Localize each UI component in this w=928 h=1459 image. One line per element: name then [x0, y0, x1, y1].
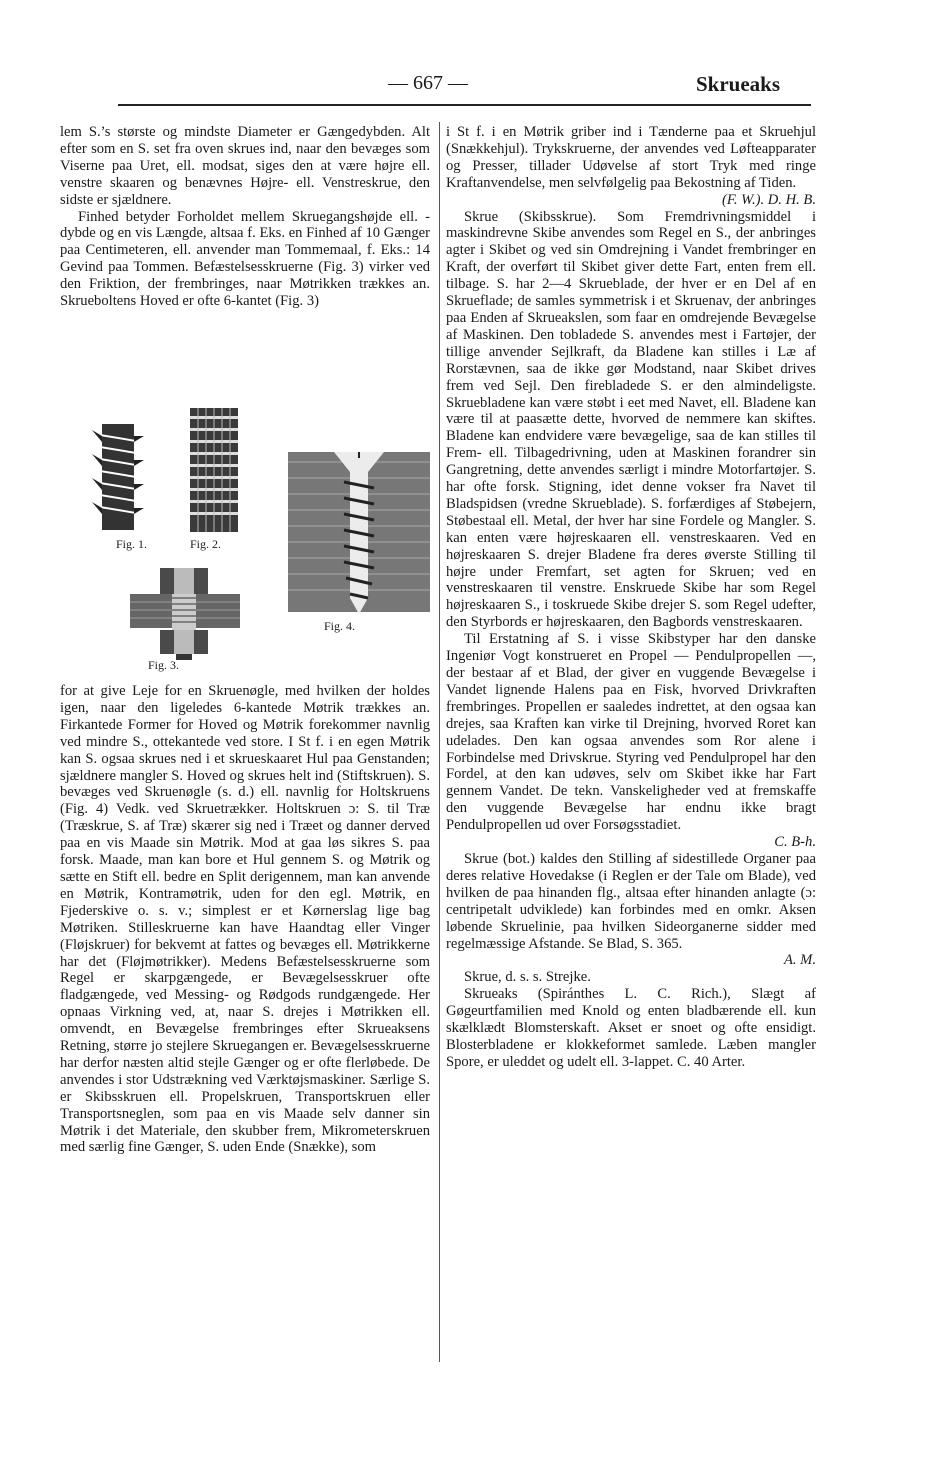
signature: C. B-h.: [774, 834, 816, 851]
column-divider: [439, 122, 440, 1362]
figure-area: [60, 400, 430, 682]
left-column-bottom: [60, 683, 430, 1156]
page-number: — 667 —: [388, 72, 468, 94]
fig4-caption: Fig. 4.: [324, 619, 356, 633]
signature: (F. W.). D. H. B.: [721, 191, 816, 208]
paragraph: Finhed betyder Forholdet mellem Skruegangshøjde ell. -dybde og en vis Længde, altsaa f. Eks. en Finhed af 10 Gænger paa Centimeteren, ell. anvender man Tommemaal, f. Eks.: 14 Gevind paa Tommen. Befæstelsesskruerne (Fig. 3) virker ved den Friktion, der frembringes, naar Møtrikken trækkes an. Skrueboltens Hoved er ofte 6-kantet (Fig. 3): [60, 208, 430, 310]
entry-skrue-strejke: Skrue, d. s. s. Strejke.: [464, 969, 591, 986]
paragraph: for at give Leje for en Skruenøgle, med hvilken der holdes igen, naar den ligeledes 6-kantede Møtrik trækkes an. Firkantede Former for Hoved og Møtrik forekommer navnlig ved mindre S., ottekantede ved store. I St f. i en egen Møtrik kan S. ogsaa skrues ned i et skrueskaaret Hul paa Genstanden; sjældnere mangler S. Hoved og skrues helt ind (Stiftskruen). S. bevæges ved Skruenøgle (s. d.) ell. navnlig for Holtskruens (Fig. 4) Vedk. ved Skruetrækker. Holtskruen ɔ: S. til Træ (Træskrue, S. af Træ) skærer sig ned i Træet og danner derved paa en vis Maade sin Møtrik. Mod at gaa løs sikres S. paa forsk. Maade, man kan bore et Hul gennem S. og Møtrik og sætte en Stift ell. bedre en Split derigennem, man kan anvende en Møtrik, Kontramøtrik, uden for den egl. Møtrik, en Fjederskive o. s. v.; simplest er et Kørnerslag lige bag Møtriken. Stilleskruerne kan have Haandtag eller Vinger (Fløjskruer) for bekvemt at fattes og bevæges ell. Møtrikkerne har det (Fløjmøtrikker). Medens Befæstelsesskruerne som Regel er skarpgængede, er Bevægelsesskruer ofte fladgængede, ved Messing- og Rødgods rundgængede. Her opnaas Virkning ved, at, naar S. drejes i Møtrikken ell. omvendt, en Bevægelse frembringes efter Skrueaksens Retning, større jo stejlere Skruegangen er. Bevægelsesskruerne har derfor næsten altid stejle Gænger og er ofte flerløbede. De anvendes i stor Udstrækning ved Værktøjsmaskiner. Særlige S. er Skibsskruen ell. Propelskruen, Transportskruen eller Transportsneglen, som paa en vis Maade selv danner sin Møtrik i det Materiale, den skubber frem, Mikrometerskruen med særlig fine Gænger, S. uden Ende (Snække), som: [60, 683, 430, 1156]
signature: A. M.: [783, 952, 816, 969]
fig1-caption: Fig. 1.: [116, 537, 148, 551]
fig3-bolt-illustration: [130, 568, 240, 660]
left-column-top: [60, 124, 430, 310]
fig2-screw-illustration: [180, 406, 248, 534]
fig2-caption: Fig. 2.: [190, 537, 222, 551]
entry-skrueaks: Skrueaks (Spiránthes L. C. Rich.), Slægt af Gøgeurtfamilien med Knold og enten bladbærende ell. kun skælklædt Blomsterskaft. Akset er snoet og ofte ensidigt. Blosterbladene er klokkeformet samlede. Læben mangler Spore, er uleddet og udelt ell. 3-lappet. C. 40 Arter.: [446, 986, 816, 1070]
right-column: [446, 124, 816, 1071]
entry-skrue-bot: Skrue (bot.) kaldes den Stilling af sidestillede Organer paa deres relative Hovedakse (i Reglen er der Tale om Blade), ved hvilken de paa hinanden flg., altsaa efter hinanden anlagte (ɔ: centripetalt udviklede) kan forbindes med en omkr. Aksen løbende Skruelinie, paa hvilken Sideorganerne sidder med regelmæssige Afstande. Se Blad, S. 365.: [446, 850, 816, 952]
entry-skrue-skib: Skrue (Skibsskrue). Som Fremdrivningsmiddel i maskindrevne Skibe anvendes som Regel en S., der anbringes agter i Skibet og ved sin Omdrejning i Vandet frembringer en Kraft, der overført til Skibet giver dette Fart, enten frem ell. tilbage. S. har 2—4 Skrueblade, der hver er en Del af en Skrueflade; de samles symmetrisk i et Skruenav, der anbringes paa Enden af Skrueakslen, som faar en omdrejende Bevægelse af Maskinen. Den tobladede S. anvendes mest i Fartøjer, der tillige anvender Sejlkraft, da Bladene kan stilles i Læ af Rorstævnen, saa de ikke gør Modstand, naar Skibet drives frem ved Sejl. Den firebladede S. er den almindeligste. Skruebladene kan være støbt i eet med Navet, ell. Bladene kan være til at paasætte dette, hvorved de nemmere kan skiftes. Bladene kan endvidere være bevægelige, saa de kan stilles til Frem- ell. Tilbagedrivning, uden at Maskinen forandrer sin Gangretning, dette anvendes særligt i mindre Motorfartøjer. S. har ofte forsk. Stigning, idet denne vokser fra Navet til Bladspidsen (vredne Skrueblade). S. forfærdiges af Støbejern, Støbestaal ell. Metal, der hver har sine Fordele og Mangler. S. kan enten være højreskaaren ell. venstreskaaren. Ved en højreskaaren S. drejer Bladene fra deres øverste Stilling til højre under Fremfart, set agten for Skruen; ved en venstreskaaren til venstre. Enskruede Skibe har som Regel højreskaaren S., i toskruede Skibe drejer S. som Regel udefter, den Styrbords er højreskaaren, den Bagbords venstreskaaren.: [446, 208, 816, 631]
running-head: Skrueaks: [696, 72, 781, 96]
paragraph: Til Erstatning af S. i visse Skibstyper har den danske Ingeniør Vogt konstrueret en Propel — Pendulpropellen —, der bestaar af et Blad, der giver en vuggende Bevægelse i Vandet lignende Halens paa en Fisk, hvorved Drivkraften frembringes. Propellen er saaledes indrettet, at den ogsaa kan drejes, saa Kraften kan virke til Drejning, hvorved Roret kan udelades. Den kan ogsaa anvendes som Ror alene i Forbindelse med Drivskrue. Styring ved Pendulpropel har den Fordel, at den kan udøves, selv om Skibet ikke har Fart gennem Vandet. De tekn. Vanskeligheder ved at fremskaffe den vuggende Bevægelse har endnu ikke bragt Pendulpropellen ud over Forsøgsstadiet.: [446, 631, 816, 834]
paragraph: lem S.’s største og mindste Diameter er Gængedybden. Alt efter som en S. set fra oven skrues ind, naar den bevæges som Viserne paa Uret, ell. modsat, siges den at være højre ell. venstre skaaren og benævnes Højre- ell. Venstreskrue, den sidste er sjældnere.: [60, 124, 430, 208]
header-rule: [118, 104, 811, 106]
fig1-screw-illustration: [88, 422, 148, 532]
fig4-wood-screw-illustration: [288, 448, 430, 618]
paragraph: i St f. i en Møtrik griber ind i Tænderne paa et Skruehjul (Snækkehjul). Trykskruerne, der anvendes ved Løfteapparater og Presser, tillader Udøvelse af stort Tryk med ringe Kraftanvendelse, men selvfølgelig paa Bekostning af Tiden.: [446, 124, 816, 191]
fig3-caption: Fig. 3.: [148, 658, 180, 672]
